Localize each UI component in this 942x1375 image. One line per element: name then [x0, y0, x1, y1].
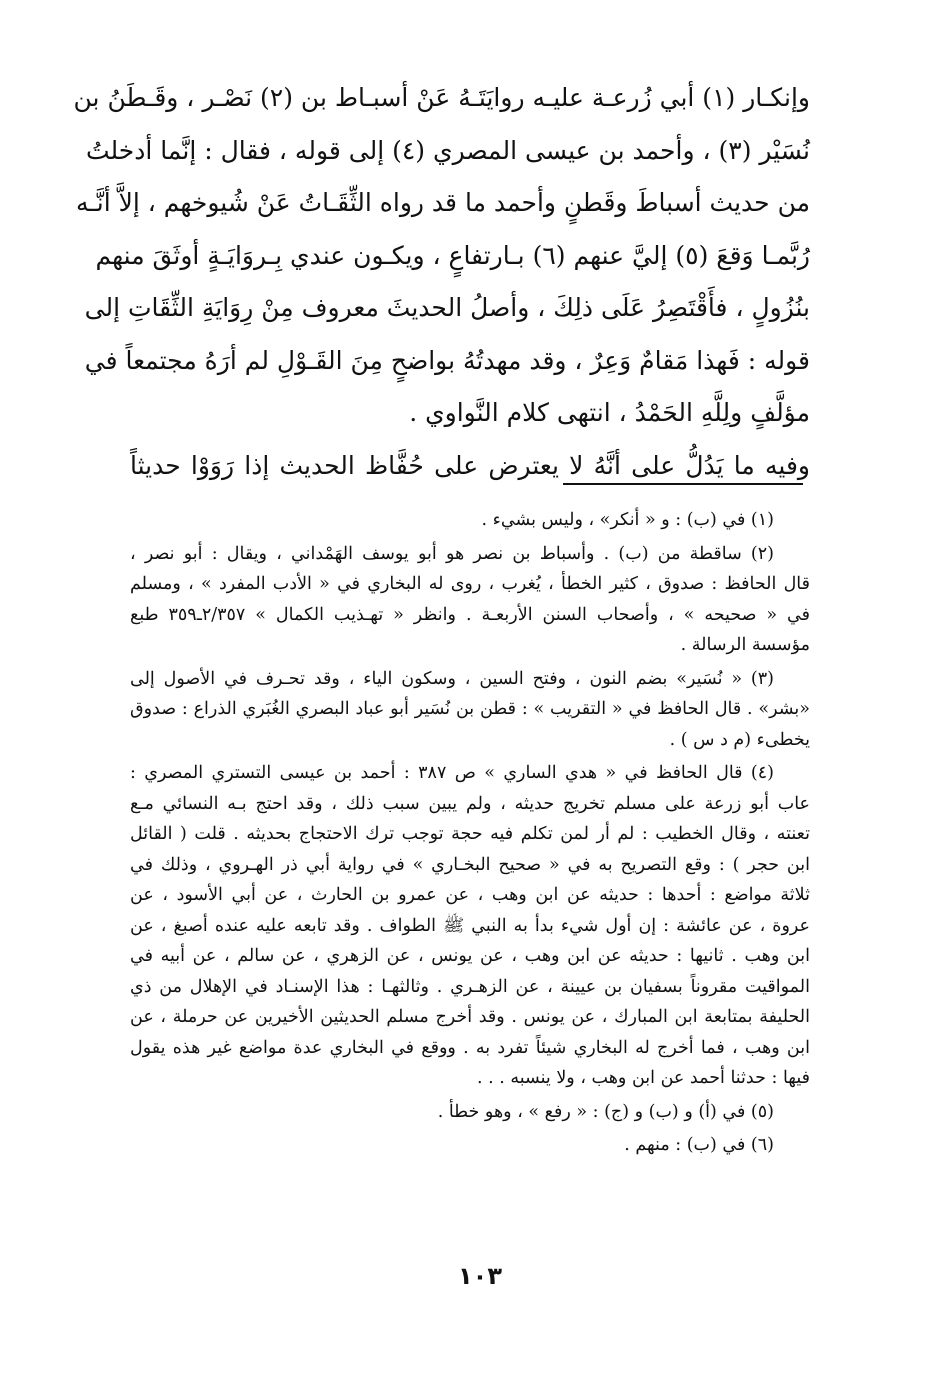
footnote-line: مؤسسة الرسالة . — [680, 635, 810, 655]
footnote-4 — [130, 758, 810, 1094]
footnote-line: ابن حجر ) : وقع التصريح به في « صحيح البخـاري » في رواية أبي ذر الهـروي ، وذلك في — [130, 854, 810, 875]
main-text-block — [73, 72, 810, 492]
footnote-line: عروة ، عن عائشة : إن أول شيء بدأ به النبي ﷺ الطواف . وقد تابعه عليه عنده أصبغ ، عن — [130, 915, 810, 936]
footnote-line: (٣) « نُسَير» بضم النون ، وفتح السين ، وسكون الياء ، وقد تحـرف في الأصول إلى — [130, 668, 774, 689]
footnote-line: الحليفة بمتابعة ابن المبارك ، عن يونس . وقد أخرج مسلم الحديثين الأخيرين عن حرملة ، عن — [130, 1007, 810, 1027]
footnote-line: عاب أبو زرعة على مسلم تخريج حديثه ، ولم يبين سبب ذلك ، وقد احتج بـه النسائي مـع — [130, 793, 810, 814]
footnote-5 — [130, 1097, 810, 1128]
footnote-line: تعنته ، وقال الخطيب : لم أر لمن تكلم فيه حجة توجب ترك الاحتجاج بحديثه . قلت ( القائل — [130, 824, 810, 844]
footnote-line: «بشر» . قال الحافظ في « التقريب » : قطن بن نُسَير أبو عباد البصري الغُبَري الذراع : صدوق — [130, 699, 810, 719]
footnote-line: (٦) في (ب) : منهم . — [624, 1135, 774, 1155]
main-text-line: وإنكـار (١) أبي زُرعـة عليـه روايَتَـهُ عَنْ أسبـاط بن (٢) نَصْـر ، وقَـطَنُ بن — [73, 83, 810, 112]
main-text-line: قوله : فَهذا مَقامٌ وَعِرٌ ، وقد مهدتُهُ بواضحٍ مِنَ القَـوْلِ لم أرَهُ مجتمعاً في — [84, 345, 810, 375]
footnote-6 — [130, 1130, 810, 1161]
main-text-line: بنُزُولٍ ، فأَقْتَصِرُ عَلَى ذلِكَ ، وأصلُ الحديثَ معروف مِنْ رِوَايَةِ الثِّقَاتِ إلى — [84, 293, 810, 322]
footnotes-section — [130, 505, 810, 1164]
footnote-line: (٥) في (أ) و (ب) و (ج) : « رفع » ، وهو خطأ . — [437, 1101, 774, 1122]
footnote-line: (٤) قال الحافظ في « هدي الساري » ص ٣٨٧ : أحمد بن عيسى التستري المصري : — [130, 763, 774, 783]
main-text-line: نُسَيْر (٣) ، وأحمد بن عيسى المصري (٤) إلى قوله ، فقال : إنَّما أدخلتُ — [85, 135, 810, 165]
footnote-line: (٢) ساقطة من (ب) . وأسباط بن نصر هو أبو يوسف الهَمْداني ، ويقال : أبو نصر ، — [130, 543, 774, 564]
footnote-line: المواقيت مقروناً بسفيان بن عيينة ، عن الزهـري . وثالثهـا : هذا الإسنـاد في الإهلال من ذي — [130, 976, 810, 997]
footnote-line: ثلاثة مواضع : أحدها : حديثه عن ابن وهب ، عن عمرو بن الحارث ، عن أبي الأسود ، عن — [130, 885, 810, 905]
footnote-line: قال الحافظ : صدوق ، كثير الخطأ ، يُغرب ، روى له البخاري في « الأدب المفرد » ، ومسلم — [130, 574, 810, 594]
footnote-divider — [563, 483, 803, 485]
main-text-line: مؤلَّفٍ ولِلَّهِ الحَمْدُ ، انتهى كلام النَّواوي . — [409, 398, 810, 427]
footnote-line: ابن وهب ، فما أخرج له البخاري شيئاً تفرد به . ووقع في البخاري عدة مواضع غير هذه يقول — [130, 1037, 810, 1058]
main-text-line: من حديث أسباطَ وقَطنٍ وأحمد ما قد رواه الثِّقَـاتُ عَنْ شُيوخهم ، إلاَّ أنَّـه — [76, 188, 810, 217]
footnote-line: يخطىء (م د س ) . — [669, 729, 810, 750]
footnote-line: ابن وهب . ثانيها : حديثه عن ابن وهب ، عن يونس ، عن الزهري ، عن سالم ، عن أبيه في — [130, 946, 810, 966]
footnote-1 — [130, 505, 810, 536]
footnote-2 — [130, 539, 810, 661]
footnote-line: (١) في (ب) : و « أنكر» ، وليس بشيء . — [481, 510, 774, 530]
page-number: ١٠٣ — [458, 1262, 502, 1290]
main-text-line: رُبَّمـا وَقعَ (٥) إليَّ عنهم (٦) بـارتفاعٍ ، ويكـون عندي بِـروَايَـةٍ أوثَقَ منهم — [95, 240, 810, 270]
footnote-line: فيها : حدثنا أحمد عن ابن وهب ، ولا ينسبه . . . — [476, 1068, 810, 1088]
footnote-line: في « صحيحه » ، وأصحاب السنن الأربعـة . وانظر « تهـذيب الكمال » ٢/٣٥٧ـ٣٥٩ طبع — [130, 604, 810, 625]
footnote-3 — [130, 664, 810, 756]
main-text-line: وفيه ما يَدُلُّ على أنَّهُ لا يعترض على حُفَّاظ الحديث إذا رَوَوْا حديثاً — [130, 450, 810, 480]
